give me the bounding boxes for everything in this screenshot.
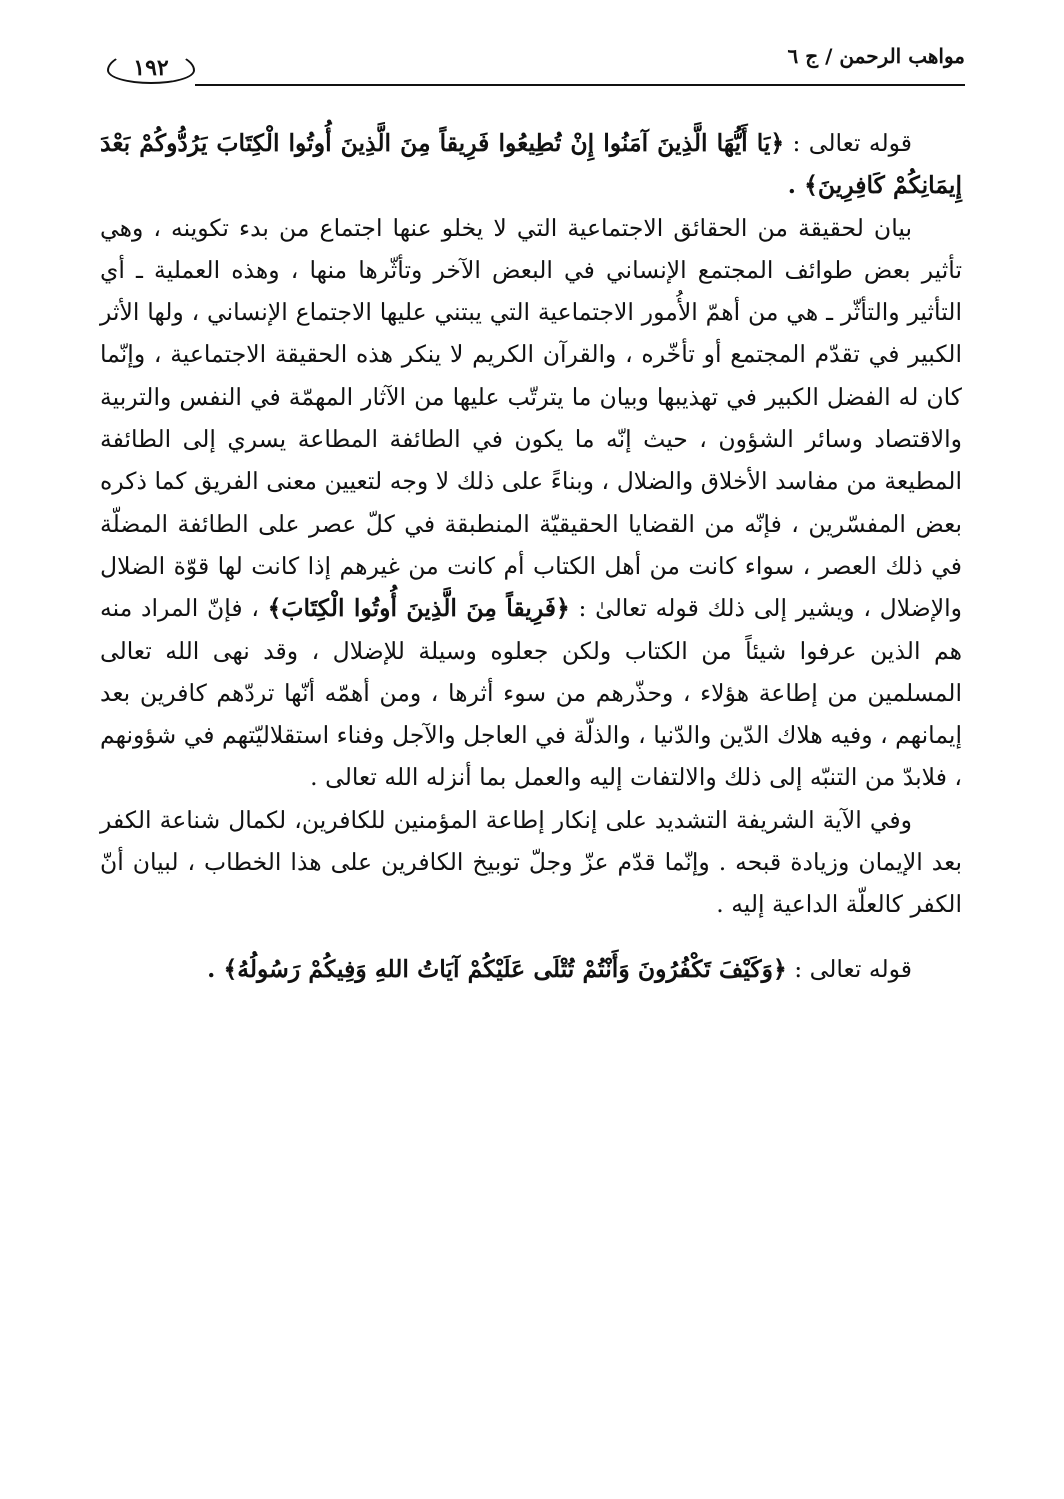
verse-prefix: قوله تعالى : bbox=[784, 129, 912, 157]
commentary-paragraph-2: وفي الآية الشريفة التشديد على إنكار إطاعة المؤمنين للكافرين، لكمال شناعة الكفر بعد الإيمان وزيادة قبحه . وإنّما قدّم عزّ وجلّ توبيخ الكافرين على هذا الخطاب ، لبيان أنّ الكفر كالعلّة الداعية إليه . bbox=[100, 805, 962, 919]
paragraph-text: بيان لحقيقة من الحقائق الاجتماعية التي لا يخلو عنها اجتماع من بدء تكوينه ، وهي تأثير بعض طوائف المجتمع الإنساني في البعض الآخر وتأثّرها منها ، وهذه العملية ـ أي التأثير والتأثّر ـ هي من أهمّ الأُمور الاجتماعية التي يبتني عليها الاجتماع الإنساني ، ولها الأثر الكبير في تقدّم المجتمع أو تأخّره ، والقرآن الكريم لا ينكر هذه الحقيقة الاجتماعية ، وإنّما كان له الفضل الكبير في تهذيبها وبيان ما يترتّب عليها من الآثار المهمّة في النفس والتربية والاقتصاد وسائر الشؤون ، حيث إنّه ما يكون في الطائفة المطاعة يسري إلى الطائفة المطيعة من مفاسد الأخلاق والضلال ، وبناءً على ذلك لا وجه لتعيين معنى الفريق كما ذكره بعض المفسّرين ، فإنّه من القضايا الحقيقيّة المنطبقة في كلّ عصر على الطائفة المضلّة في ذلك العصر ، سواء كانت من أهل الكتاب أم كانت من غيرهم إذا كانت لها قوّة الضلال والإضلال ، ويشير إلى ذلك قوله تعالىٰ : bbox=[100, 213, 962, 623]
verse-heading-1 bbox=[100, 122, 962, 207]
header-rule bbox=[195, 84, 965, 86]
verse-prefix-2: قوله تعالى : bbox=[786, 954, 912, 983]
book-title: مواهب الرحمن / ج ٦ bbox=[787, 44, 965, 68]
verse-heading-2 bbox=[100, 948, 962, 990]
quran-verse-2: ﴿وَكَيْفَ تَكْفُرُونَ وَأَنْتُمْ تُتْلَى عَلَيْكُمْ آيَاتُ اللهِ وَفِيكُمْ رَسُولُهُ﴾ . bbox=[207, 954, 787, 983]
page-header bbox=[95, 40, 965, 86]
commentary-paragraph bbox=[100, 207, 962, 799]
quran-verse: ﴿يَا أَيُّهَا الَّذِينَ آمَنُوا إِنْ تُطِيعُوا فَرِيقاً مِنَ الَّذِينَ أُوتُوا الْكِتَابَ يَرُدُّوكُمْ بَعْدَ إِيمَانِكُمْ كَافِرِينَ﴾ . bbox=[100, 129, 962, 200]
paragraph-text-cont: ، فإنّ المراد منه هم الذين عرفوا شيئاً من الكتاب ولكن جعلوه وسيلة للإضلال ، وقد نهى الله تعالى المسلمين من إطاعة هؤلاء ، وحذّرهم من سوء أثرها ، ومن أهمّه أنّها تردّهم كافرين بعد إيمانهم ، وفيه هلاك الدّين والدّنيا ، والذلّة في العاجل والآجل وفناء استقلاليّتهم في شؤونهم ، فلابدّ من التنبّه إلى ذلك والالتفات إليه والعمل بما أنزله الله تعالى . bbox=[100, 594, 962, 792]
page-number: ١٩٢ bbox=[107, 50, 195, 84]
quran-quote: ﴿فَرِيقاً مِنَ الَّذِينَ أُوتُوا الْكِتَابَ﴾ bbox=[267, 594, 570, 623]
page-body bbox=[100, 122, 962, 990]
